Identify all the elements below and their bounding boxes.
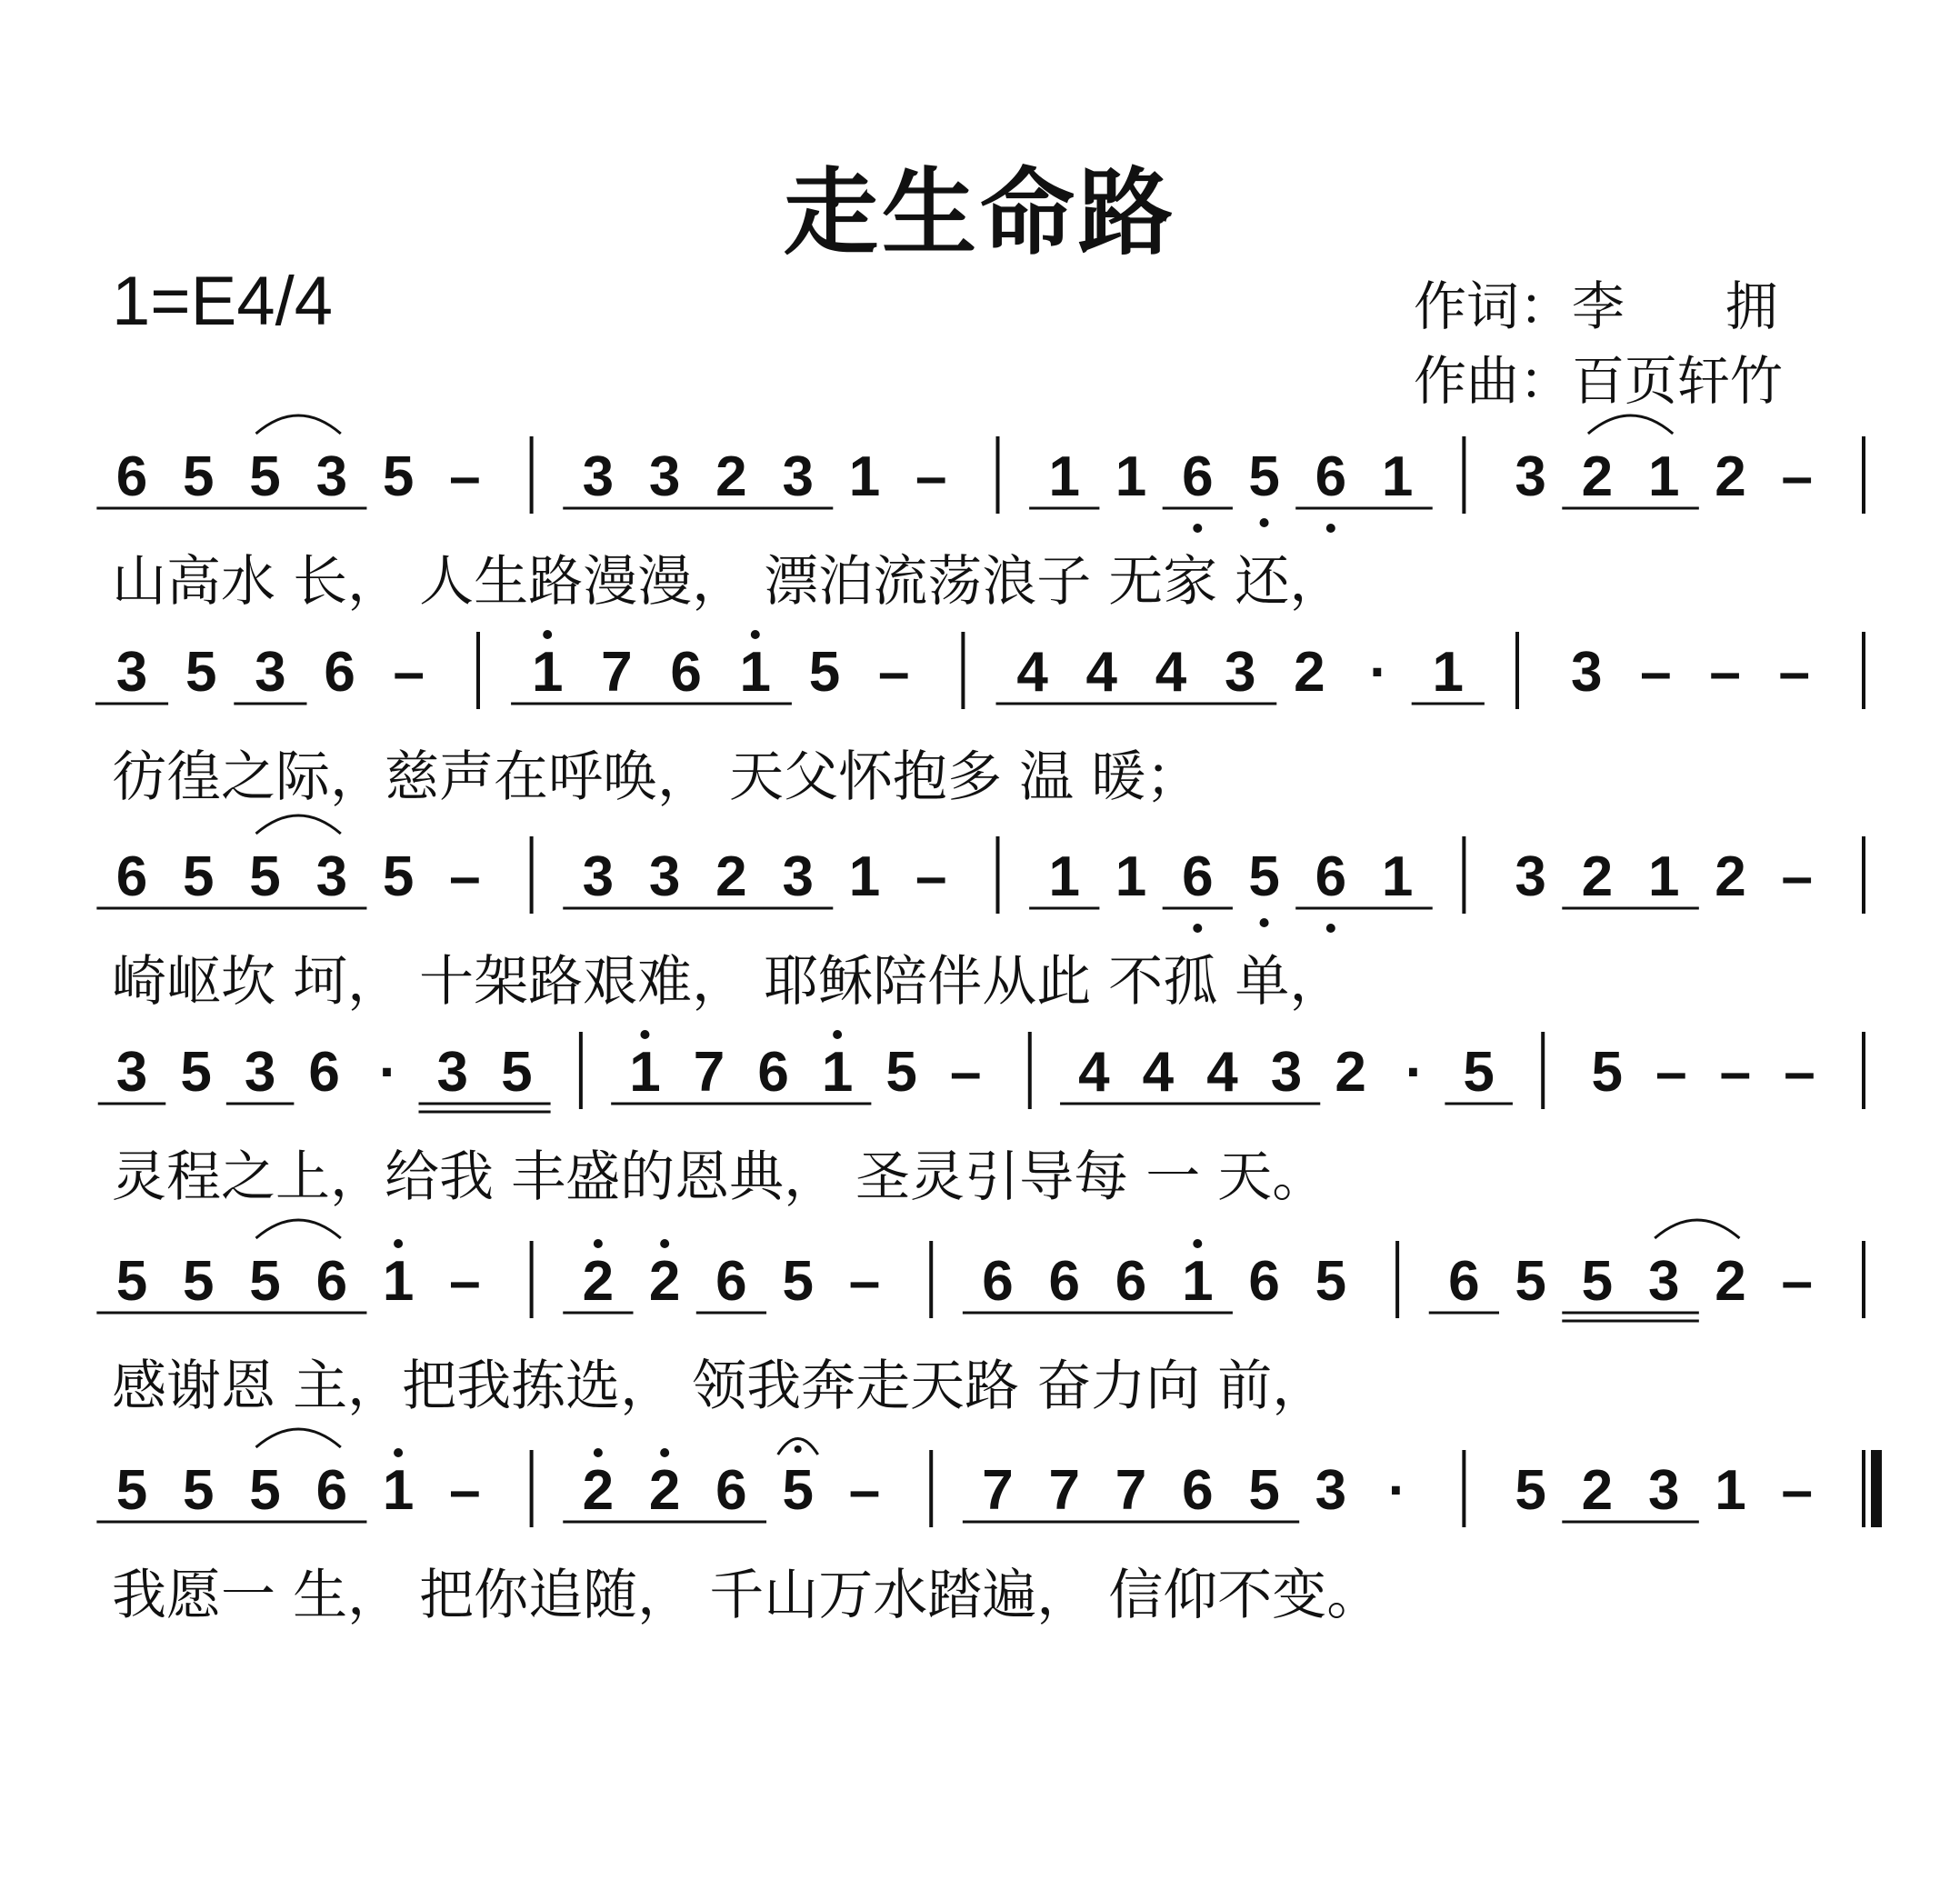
note: 5 — [782, 1250, 814, 1313]
note: 3 — [1270, 1041, 1303, 1104]
low-octave-dot — [1326, 924, 1335, 933]
note: 5 — [1515, 1250, 1546, 1313]
dash-note: – — [1784, 1041, 1815, 1104]
note: 5 — [1248, 845, 1280, 908]
note: 2 — [582, 1250, 615, 1313]
high-octave-dot — [660, 1239, 669, 1248]
note: 6 — [324, 641, 355, 704]
dash-note: – — [1781, 1250, 1813, 1313]
note: 5 — [1591, 1041, 1624, 1104]
dash-note: – — [1781, 845, 1813, 908]
high-octave-dot — [394, 1239, 403, 1248]
note: 3 — [782, 845, 814, 908]
note: 5 — [183, 445, 215, 508]
high-octave-dot — [833, 1030, 842, 1039]
note: 6 — [1248, 1250, 1280, 1313]
note: 3 — [115, 641, 148, 704]
note: 6 — [115, 445, 148, 508]
note: 5 — [808, 641, 841, 704]
high-octave-dot — [1193, 1239, 1202, 1248]
dash-note: – — [877, 641, 910, 704]
note: 6 — [715, 1459, 747, 1522]
low-octave-dot — [1260, 918, 1269, 927]
note: 5 — [249, 445, 281, 508]
note: 4 — [1206, 1041, 1238, 1104]
note: 5 — [183, 1459, 215, 1522]
slur — [256, 1429, 341, 1447]
note: 1 — [1381, 445, 1414, 508]
note: 3 — [1570, 641, 1603, 704]
lyric-line: 我愿一 生， 把你追随， 千山万水踏遍， 信仰不变。 — [112, 1564, 1382, 1627]
note: 5 — [501, 1041, 533, 1104]
note: 1 — [382, 1459, 415, 1522]
note: 1 — [1048, 845, 1081, 908]
note: 3 — [255, 641, 286, 704]
note: 1 — [1647, 445, 1680, 508]
high-octave-dot — [660, 1448, 669, 1457]
note: 3 — [582, 445, 615, 508]
note: 6 — [1182, 445, 1214, 508]
note: 5 — [1248, 445, 1280, 508]
note: 5 — [180, 1041, 212, 1104]
note: 5 — [249, 845, 281, 908]
note: 5 — [183, 845, 215, 908]
high-octave-dot — [594, 1239, 603, 1248]
note: 3 — [115, 1041, 148, 1104]
note: 3 — [648, 845, 681, 908]
note: 6 — [1182, 1459, 1214, 1522]
note: 5 — [382, 445, 415, 508]
note: 7 — [601, 641, 633, 704]
slur — [1588, 415, 1673, 434]
note: 5 — [382, 845, 415, 908]
note: 5 — [885, 1041, 917, 1104]
note: 4 — [1078, 1041, 1110, 1104]
note: 6 — [315, 1459, 348, 1522]
note: 1 — [821, 1041, 854, 1104]
note: 3 — [315, 445, 348, 508]
dash-note: – — [848, 1250, 881, 1313]
note: 2 — [1335, 1041, 1366, 1104]
high-octave-dot — [394, 1448, 403, 1457]
note: 5 — [249, 1250, 281, 1313]
slur — [256, 815, 341, 834]
key-time-signature: 1=E4/4 — [112, 263, 333, 340]
note: 6 — [115, 845, 148, 908]
dash-note: – — [848, 1459, 881, 1522]
dash-note: – — [915, 445, 947, 508]
note: 6 — [715, 1250, 747, 1313]
note: 2 — [715, 845, 747, 908]
note: 4 — [1142, 1041, 1175, 1104]
dash-note: – — [1719, 1041, 1752, 1104]
note: 3 — [1647, 1250, 1680, 1313]
note: 4 — [1155, 641, 1187, 704]
high-octave-dot — [543, 630, 552, 639]
dash-note: – — [949, 1041, 982, 1104]
slur — [256, 415, 341, 434]
note: 6 — [1182, 845, 1214, 908]
note: 2 — [648, 1250, 681, 1313]
note: 2 — [1581, 845, 1614, 908]
note: 5 — [183, 1250, 215, 1313]
note: 3 — [1515, 845, 1546, 908]
note: 3 — [782, 445, 814, 508]
note: 6 — [1448, 1250, 1480, 1313]
note: 2 — [1715, 1250, 1746, 1313]
note: 4 — [1016, 641, 1048, 704]
note: 6 — [1315, 445, 1347, 508]
note: 5 — [1581, 1250, 1614, 1313]
slur — [256, 1220, 341, 1238]
note: 1 — [531, 641, 564, 704]
note: 2 — [1581, 1459, 1614, 1522]
lyric-line: 彷徨之际，慈声在呼唤， 天父怀抱多 温 暖； — [112, 745, 1201, 809]
note: 7 — [982, 1459, 1014, 1522]
note: 6 — [308, 1041, 340, 1104]
song-title: 走生命路 — [783, 157, 1176, 268]
note: 3 — [582, 845, 615, 908]
dash-note: – — [1781, 1459, 1813, 1522]
final-barline — [1871, 1450, 1882, 1527]
note: 2 — [1581, 445, 1614, 508]
fermata-dot — [795, 1445, 802, 1453]
note: 1 — [739, 641, 772, 704]
note: 3 — [1515, 445, 1546, 508]
lyric-line: 山高水 长， 人生路漫漫， 漂泊流荡浪子 无家 还， — [112, 550, 1345, 614]
dash-note: – — [915, 845, 947, 908]
note: 3 — [436, 1041, 469, 1104]
dash-note: – — [449, 445, 481, 508]
low-octave-dot — [1193, 524, 1202, 533]
note: 2 — [1715, 845, 1746, 908]
note: 1 — [629, 1041, 661, 1104]
dash-note: – — [1781, 445, 1813, 508]
note: 5 — [1515, 1459, 1546, 1522]
dash-note: – — [393, 641, 425, 704]
note: 6 — [1315, 845, 1347, 908]
dash-note: – — [449, 845, 481, 908]
note: 1 — [1432, 641, 1465, 704]
note: 6 — [1115, 1250, 1147, 1313]
note: 1 — [1048, 445, 1081, 508]
note: 2 — [1715, 445, 1746, 508]
augmentation-dot: · — [1369, 641, 1388, 704]
note: 2 — [1294, 641, 1325, 704]
note: 3 — [1647, 1459, 1680, 1522]
note: 7 — [693, 1041, 725, 1104]
augmentation-dot: · — [1405, 1041, 1425, 1104]
note: 5 — [1248, 1459, 1280, 1522]
low-octave-dot — [1260, 518, 1269, 527]
note: 6 — [315, 1250, 348, 1313]
note: 1 — [848, 845, 881, 908]
note: 1 — [1715, 1459, 1746, 1522]
augmentation-dot: · — [378, 1041, 398, 1104]
dash-note: – — [449, 1250, 481, 1313]
note: 5 — [249, 1459, 281, 1522]
lyric-line: 感谢恩 主，把我拣选， 领我奔走天路 奋力向 前， — [112, 1355, 1327, 1418]
note: 1 — [382, 1250, 415, 1313]
note: 5 — [185, 641, 217, 704]
note: 5 — [115, 1250, 148, 1313]
note: 3 — [1315, 1459, 1347, 1522]
dash-note: – — [1655, 1041, 1687, 1104]
note: 7 — [1115, 1459, 1147, 1522]
note: 1 — [1647, 845, 1680, 908]
note: 4 — [1085, 641, 1118, 704]
lyricist-credit: 作词：李 拥 — [1414, 275, 1778, 337]
note: 3 — [1224, 641, 1256, 704]
composer-credit: 作曲：百页轩竹 — [1414, 350, 1784, 412]
note: 2 — [648, 1459, 681, 1522]
note: 7 — [1048, 1459, 1081, 1522]
high-octave-dot — [594, 1448, 603, 1457]
lyric-line: 崎岖坎 坷， 十架路艰难， 耶稣陪伴从此 不孤 单， — [112, 950, 1345, 1014]
note: 5 — [782, 1459, 814, 1522]
note: 5 — [1315, 1250, 1347, 1313]
note: 6 — [670, 641, 702, 704]
lyric-line: 灵程之上，给我 丰盛的恩典， 圣灵引导每 一 天。 — [112, 1145, 1327, 1209]
note: 3 — [244, 1041, 276, 1104]
note: 1 — [848, 445, 881, 508]
low-octave-dot — [1326, 524, 1335, 533]
note: 1 — [1115, 445, 1147, 508]
high-octave-dot — [751, 630, 760, 639]
augmentation-dot: · — [1387, 1459, 1407, 1522]
note: 2 — [582, 1459, 615, 1522]
note: 6 — [1048, 1250, 1081, 1313]
low-octave-dot — [1193, 924, 1202, 933]
note: 3 — [315, 845, 348, 908]
high-octave-dot — [640, 1030, 649, 1039]
dash-note: – — [1640, 641, 1672, 704]
note: 6 — [982, 1250, 1014, 1313]
note: 5 — [1463, 1041, 1495, 1104]
note: 1 — [1381, 845, 1414, 908]
note: 2 — [715, 445, 747, 508]
note: 6 — [757, 1041, 789, 1104]
note: 1 — [1182, 1250, 1214, 1313]
dash-note: – — [1778, 641, 1811, 704]
dash-note: – — [449, 1459, 481, 1522]
note: 1 — [1115, 845, 1147, 908]
slur — [1655, 1220, 1739, 1238]
dash-note: – — [1709, 641, 1741, 704]
note: 5 — [115, 1459, 148, 1522]
note: 3 — [648, 445, 681, 508]
